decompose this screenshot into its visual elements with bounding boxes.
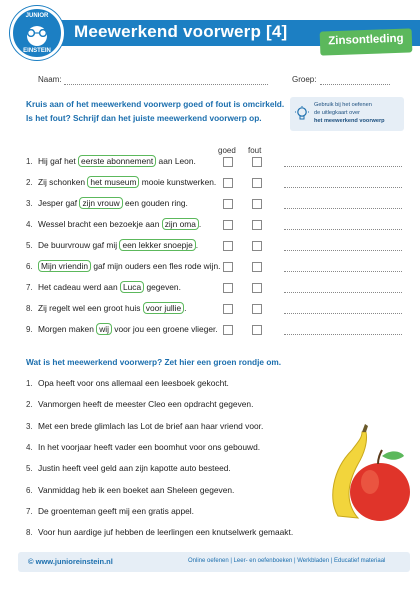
name-label: Naam: [38,75,62,84]
junior-einstein-logo [10,6,64,60]
wrong-checkbox[interactable] [252,199,262,209]
exercise-1-row [0,198,420,214]
footer-links[interactable]: Online oefenen | Leer- en oefenboeken | Werkbladen | Educatief materiaal [188,558,386,564]
good-checkbox[interactable] [223,262,233,272]
instruction-2: Is het fout? Schrijf dan het juiste meewerkend voorwerp op. [26,113,262,123]
good-checkbox[interactable] [223,157,233,167]
topic-badge [320,28,413,55]
sentence[interactable]: Opa heeft voor ons allemaal een leesboek gekocht. [38,378,229,388]
wrong-checkbox[interactable] [252,157,262,167]
sentence-pre: Wessel bracht een bezoekje aan [38,219,162,229]
wrong-checkbox[interactable] [252,262,262,272]
circled-object: het museum [87,176,139,188]
sentence-post: aan Leon. [156,156,196,166]
item-number: 3. [26,199,33,208]
exercise-2-row [0,527,420,543]
exercise-1-row [0,219,420,235]
answer-line[interactable] [284,334,402,335]
sentence[interactable]: Met een brede glimlach las Lot de brief aan haar vriend voor. [38,420,264,431]
item-number: 2. [26,178,33,187]
item-number: 7. [26,283,33,292]
sentence-pre: Zij regelt wel een groot huis [38,303,143,313]
wrong-checkbox[interactable] [252,241,262,251]
tip-line-1: Gebruik bij het oefenen [314,102,372,108]
item-number: 8. [26,528,33,538]
sentence-pre: De buurvrouw gaf mij [38,240,120,250]
glasses-icon [24,29,50,37]
sentence[interactable]: In het voorjaar heeft vader een boomhut voor ons gebouwd. [38,441,261,452]
exercise-2-row [0,399,420,415]
good-checkbox[interactable] [223,199,233,209]
sentence-pre: Jesper gaf [38,198,80,208]
sentence [38,240,198,250]
banana-apple-illustration [318,420,414,524]
answer-line[interactable] [284,250,402,251]
logo-text-bottom: EINSTEIN [23,48,51,54]
wrong-checkbox[interactable] [252,283,262,293]
wrong-checkbox[interactable] [252,325,262,335]
sentence-post: gegeven. [144,282,181,292]
answer-line[interactable] [284,187,402,188]
item-number: 6. [26,485,33,495]
sentence-post: gaf mijn ouders een fles rode wijn. [91,261,221,271]
footer [18,552,410,572]
sentence [38,324,218,334]
sentence-post: . [195,240,199,250]
tip-text [314,101,385,125]
good-checkbox[interactable] [223,325,233,335]
circled-object: een lekker snoepje [119,239,195,251]
sentence[interactable]: Voor hun aardige juf hebben de leerlingen een knutselwerk gemaakt. [38,527,294,538]
sentence[interactable]: Vanmorgen heeft de meester Cleo een opdracht gegeven. [38,399,254,410]
sentence[interactable]: Vanmiddag heb ik een boeket aan Sheleen gegeven. [38,484,235,495]
wrong-checkbox[interactable] [252,304,262,314]
circled-object: voor jullie [143,302,184,314]
sentence-pre: Zij schonken [38,177,88,187]
header [0,0,420,58]
instruction-3: Wat is het meewerkend voorwerp? Zet hier een groen rondje om. [26,357,282,367]
sentence [38,303,186,313]
answer-line[interactable] [284,292,402,293]
exercise-1-row [0,177,420,193]
sentence-pre: Het cadeau werd aan [38,282,120,292]
answer-line[interactable] [284,271,402,272]
exercise-1-row [0,303,420,319]
item-number: 3. [26,421,33,431]
circled-object: Luca [120,281,144,293]
exercise-1-row [0,324,420,340]
good-checkbox[interactable] [223,304,233,314]
item-number: 4. [26,442,33,452]
tip-box [290,97,404,131]
sentence-post: mooie kunstwerken. [139,177,217,187]
instruction-1: Kruis aan of het meewerkend voorwerp goed of fout is omcirkeld. [26,99,285,109]
sentence [38,177,216,187]
good-checkbox[interactable] [223,241,233,251]
item-number: 1. [26,379,33,388]
col-wrong-header: fout [248,146,262,155]
logo-text-top: JUNIOR [25,13,49,19]
sentence [38,156,196,166]
sentence[interactable]: De groenteman geeft mij een gratis appel. [38,505,194,516]
sentence [38,282,181,292]
sentence[interactable]: Justin heeft veel geld aan zijn kapotte auto besteed. [38,463,231,474]
item-number: 5. [26,241,33,250]
item-number: 9. [26,325,33,334]
sentence-post: . [184,303,187,313]
lightbulb-icon [295,106,309,122]
item-number: 1. [26,157,33,166]
exercise-1-row [0,240,420,256]
circled-object: wij [96,323,112,335]
item-number: 4. [26,220,33,229]
sentence [38,261,220,271]
circled-object: zijn oma [162,218,199,230]
item-number: 7. [26,506,33,516]
sentence [38,219,201,229]
group-label: Groep: [292,75,317,84]
group-field[interactable] [320,84,390,85]
sentence-pre: Morgen maken [38,324,97,334]
exercise-1-row [0,261,420,277]
sentence-post: . [198,219,202,229]
good-checkbox[interactable] [223,178,233,188]
sentence [38,198,188,208]
answer-line[interactable] [284,208,402,209]
sentence-post: een gouden ring. [122,198,188,208]
item-number: 8. [26,304,33,313]
answer-line[interactable] [284,313,402,314]
circled-object: Mijn vriendin [38,260,91,272]
good-checkbox[interactable] [223,220,233,230]
sentence-pre: Hij gaf het [38,156,79,166]
item-number: 2. [26,400,33,410]
topic-badge-label: Zinsontleding [328,32,404,48]
name-field[interactable] [64,84,268,85]
exercise-1-row [0,282,420,298]
exercise-1-row [0,156,420,172]
col-good-header: goed [218,146,236,155]
exercise-2-row [0,378,420,394]
circled-object: eerste abonnement [78,155,156,167]
page-title: Meewerkend voorwerp [4] [74,22,288,41]
sentence-post: voor jou een groene vlieger. [111,324,218,334]
wrong-checkbox[interactable] [252,178,262,188]
circled-object: zijn vrouw [79,197,122,209]
item-number: 6. [26,262,33,271]
answer-line[interactable] [284,166,402,167]
good-checkbox[interactable] [223,283,233,293]
tip-line-2: de uitlegkaart over [314,110,361,116]
answer-line[interactable] [284,229,402,230]
tip-line-3: het meewerkend voorwerp [314,118,385,124]
item-number: 5. [26,464,33,474]
wrong-checkbox[interactable] [252,220,262,230]
footer-url-link[interactable]: © www.junioreinstein.nl [28,557,113,566]
